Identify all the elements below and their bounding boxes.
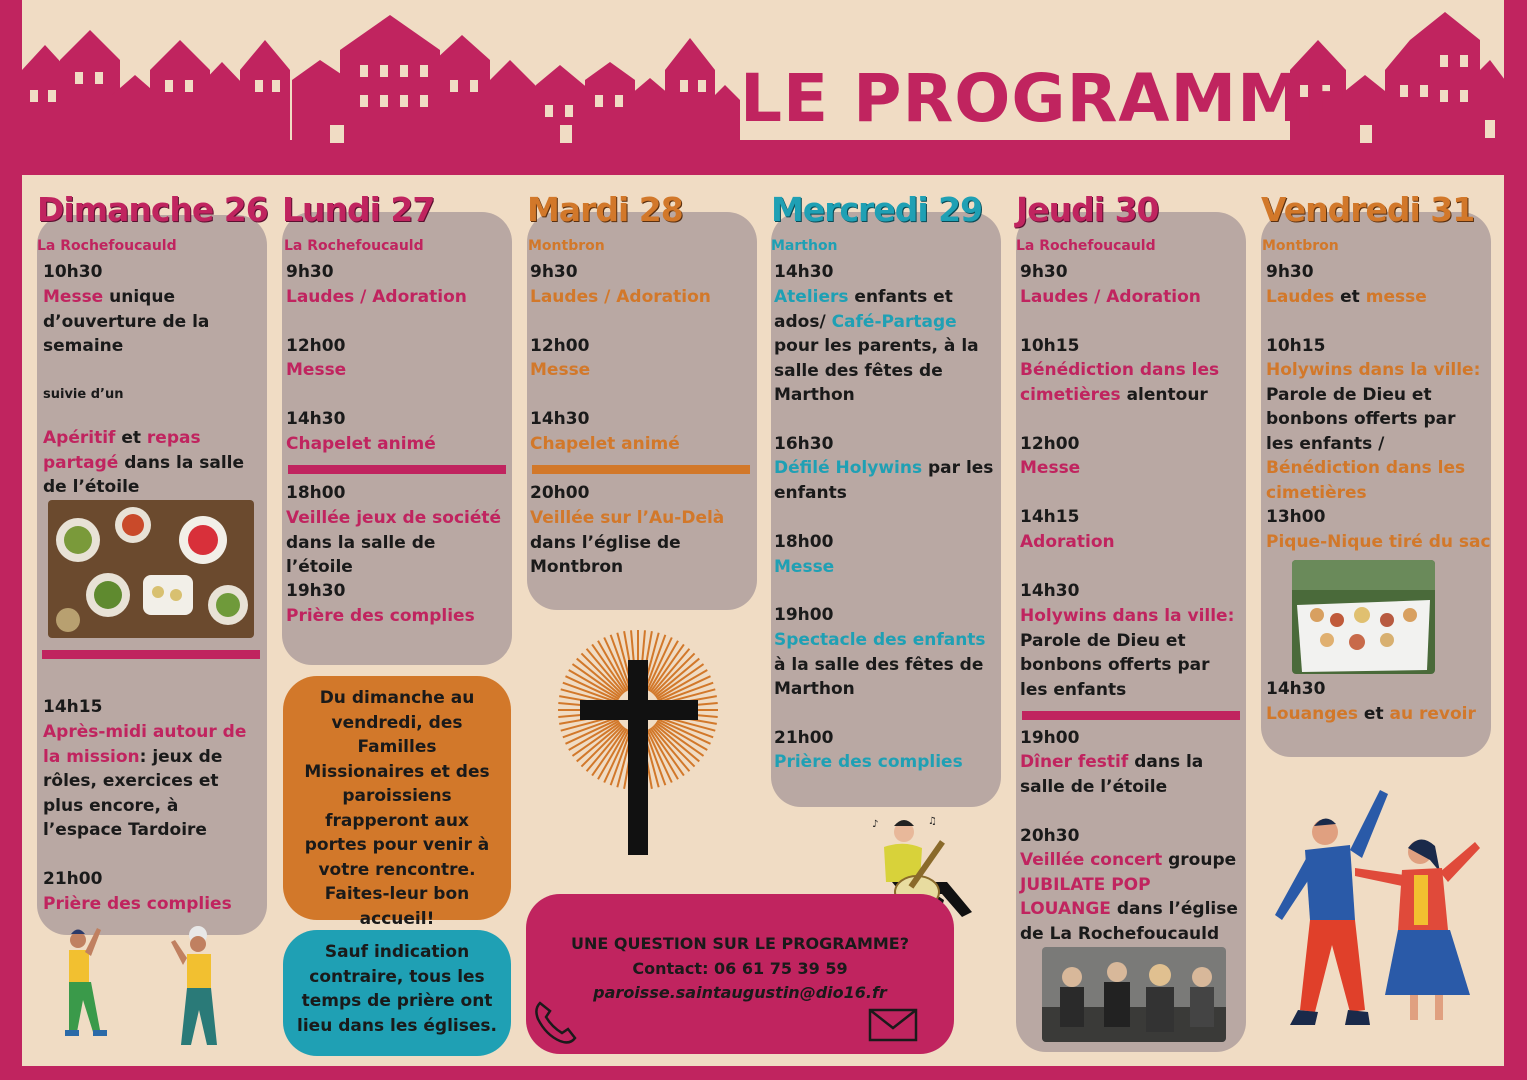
svg-text:♪: ♪	[872, 819, 879, 830]
event-time: 21h00	[774, 728, 834, 748]
day-title-dimanche: Dimanche 26	[37, 190, 268, 229]
day-title-mardi: Mardi 28	[527, 190, 683, 229]
contact-question: UNE QUESTION SUR LE PROGRAMME?	[571, 934, 909, 953]
event-time: 10h15	[1266, 336, 1326, 356]
event-desc: Messe	[286, 360, 347, 380]
event-time: 18h00	[286, 483, 346, 503]
concert-photo	[1042, 947, 1226, 1042]
event-desc: Prière des complies	[774, 752, 963, 772]
event-time: 14h30	[774, 262, 834, 282]
event-desc: Bénédiction dans les cimetières alentour	[1020, 360, 1220, 405]
event-time: 12h00	[530, 336, 590, 356]
dancing-people-icon	[55, 920, 245, 1055]
event-desc: Défilé Holywins par les enfants	[774, 458, 994, 503]
event-time: 19h30	[286, 581, 346, 601]
info-box-prayer	[283, 930, 511, 1056]
event-time: 14h30	[1266, 679, 1326, 699]
dancing-couple-icon	[1270, 780, 1485, 1040]
day-title-vendredi: Vendredi 31	[1261, 190, 1475, 229]
event-time: 12h00	[286, 336, 346, 356]
event-time: 9h30	[286, 262, 334, 282]
event-time: 20h00	[530, 483, 590, 503]
event-note: suivie d’un	[43, 387, 124, 402]
event-time: 13h00	[1266, 507, 1326, 527]
event-desc: Louanges et au revoir	[1266, 704, 1476, 724]
event-desc: Holywins dans la ville: Parole de Dieu et bonbons offerts par les enfants / Bénédiction dans les cimetières	[1266, 360, 1481, 503]
event-desc: Prière des complies	[286, 606, 475, 626]
event-time: 20h30	[1020, 826, 1080, 846]
day-place-dimanche: La Rochefoucauld	[37, 238, 177, 254]
day-title-lundi: Lundi 27	[282, 190, 435, 229]
event-desc: Messe	[530, 360, 591, 380]
event-desc: Chapelet animé	[286, 434, 436, 454]
event-desc: Ateliers enfants et ados/ Café-Partage pour les parents, à la salle des fêtes de Marthon	[774, 287, 979, 405]
day-title-jeudi: Jeudi 30	[1016, 190, 1159, 229]
event-desc: Messe unique d’ouverture de la semaine	[43, 287, 210, 356]
info-box-families-text: Du dimanche au vendredi, des Familles Missionaires et des paroissiens frapperont aux portes pour venir à votre rencontre. Faites-leur bon accueil!	[304, 688, 490, 929]
picnic-photo	[1292, 560, 1435, 674]
event-time: 14h30	[530, 409, 590, 429]
event-desc: Prière des complies	[43, 894, 232, 914]
event-time: 9h30	[1266, 262, 1314, 282]
divider	[532, 465, 750, 474]
event-desc: Holywins dans la ville: Parole de Dieu et bonbons offerts par les enfants	[1020, 606, 1235, 700]
day-place-mercredi: Marthon	[771, 238, 838, 254]
divider	[42, 650, 260, 659]
event-time: 14h30	[286, 409, 346, 429]
event-desc: Dîner festif dans la salle de l’étoile	[1020, 752, 1204, 797]
contact-email[interactable]: paroisse.saintaugustin@dio16.fr	[593, 983, 887, 1002]
event-time: 16h30	[774, 434, 834, 454]
event-desc: Veillée jeux de société dans la salle de l’étoile	[286, 508, 502, 577]
event-time: 18h00	[774, 532, 834, 552]
day-place-jeudi: La Rochefoucauld	[1016, 238, 1156, 254]
page-title: LE PROGRAMME	[740, 60, 1350, 137]
event-desc: Messe	[774, 557, 835, 577]
event-desc: Spectacle des enfants à la salle des fêtes de Marthon	[774, 630, 986, 699]
event-desc: Messe	[1020, 458, 1081, 478]
event-desc: Veillée concert groupe JUBILATE POP LOUANGE dans l’église de La Rochefoucauld	[1020, 850, 1238, 944]
cross-sunburst-icon	[548, 630, 738, 860]
event-desc: Chapelet animé	[530, 434, 680, 454]
envelope-icon	[868, 1008, 918, 1042]
event-desc: Pique-Nique tiré du sac	[1266, 532, 1491, 552]
event-time: 9h30	[530, 262, 578, 282]
event-desc: Laudes / Adoration	[1020, 287, 1201, 307]
event-time: 19h00	[774, 605, 834, 625]
event-time: 12h00	[1020, 434, 1080, 454]
event-time: 10h15	[1020, 336, 1080, 356]
day-place-vendredi: Montbron	[1262, 238, 1339, 254]
event-desc: Adoration	[1020, 532, 1115, 552]
event-time: 14h15	[43, 697, 103, 717]
info-box-prayer-text: Sauf indication contraire, tous les temps de prière ont lieu dans les églises.	[297, 942, 497, 1036]
event-desc: Laudes / Adoration	[286, 287, 467, 307]
divider	[288, 465, 506, 474]
event-desc: Veillée sur l’Au-Delà dans l’église de Montbron	[530, 508, 725, 577]
event-time: 10h30	[43, 262, 103, 282]
event-time: 14h15	[1020, 507, 1080, 527]
event-desc: Apéritif et repas partagé dans la salle de l’étoile	[43, 428, 245, 497]
shared-meal-photo	[48, 500, 254, 638]
day-place-lundi: La Rochefoucauld	[284, 238, 424, 254]
event-desc: Laudes / Adoration	[530, 287, 711, 307]
contact-phone[interactable]: Contact: 06 61 75 39 59	[632, 958, 848, 978]
event-time: 14h30	[1020, 581, 1080, 601]
event-desc: Après-midi autour de la mission: jeux de rôles, exercices et plus encore, à l’espace Tardoire	[43, 722, 247, 840]
svg-text:♫: ♫	[928, 816, 937, 827]
event-desc: Laudes et messe	[1266, 287, 1427, 307]
event-time: 21h00	[43, 869, 103, 889]
divider	[1022, 711, 1240, 720]
event-time: 9h30	[1020, 262, 1068, 282]
phone-icon	[530, 995, 582, 1047]
info-box-families	[283, 676, 511, 929]
day-title-mercredi: Mercredi 29	[771, 190, 983, 229]
day-place-mardi: Montbron	[528, 238, 605, 254]
event-time: 19h00	[1020, 728, 1080, 748]
